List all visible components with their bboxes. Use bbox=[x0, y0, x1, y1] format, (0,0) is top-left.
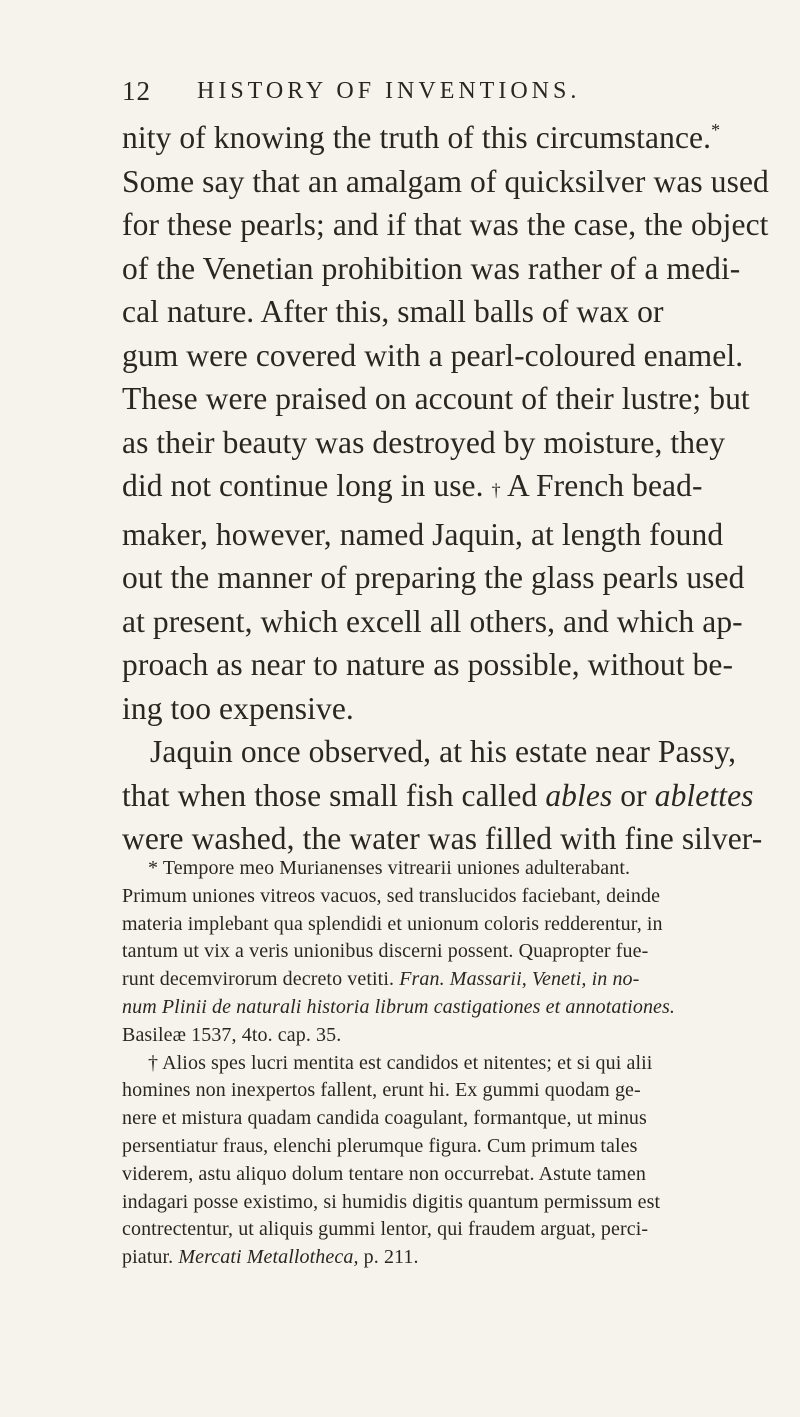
footnote-line: viderem, astu aliquo dolum tentare non occurrebat. Astute tamen bbox=[122, 1162, 646, 1185]
footnote-mark: * bbox=[148, 857, 159, 879]
page-header bbox=[122, 76, 742, 110]
text-line: did not continue long in use. † A French bead- bbox=[122, 468, 703, 503]
text-line: Some say that an amalgam of quicksilver was used bbox=[122, 163, 769, 199]
footnote-line: Primum uniones vitreos vacuos, sed translucidos faciebant, deinde bbox=[122, 884, 661, 907]
citation: Fran. Massarii, Veneti, in no- bbox=[399, 968, 640, 991]
text-line: ing too expensive. bbox=[122, 690, 354, 726]
text-line: for these pearls; and if that was the case, the object bbox=[122, 207, 769, 242]
footnote-line: homines non inexpertos fallent, erunt hi. Ex gummi quodam ge- bbox=[122, 1079, 641, 1102]
text-line: proach as near to nature as possible, without be- bbox=[122, 647, 734, 682]
citation: num Plinii de naturali historia librum castigationes et annotationes. bbox=[122, 995, 676, 1018]
running-head: HISTORY OF INVENTIONS. bbox=[197, 78, 581, 104]
footnote-mark-star: * bbox=[711, 120, 721, 140]
footnote-line bbox=[122, 994, 742, 1022]
text-line: that when those small fish called ables or ablettes bbox=[122, 777, 754, 813]
text-line: out the manner of preparing the glass pearls used bbox=[122, 560, 745, 595]
text-line: These were praised on account of their lustre; but bbox=[122, 381, 750, 416]
footnote-line: † Alios spes lucri mentita est candidos et nitentes; et si qui alii bbox=[148, 1051, 653, 1074]
footnote-mark: † bbox=[148, 1051, 159, 1074]
footnote-line: runt decemvirorum decreto vetiti. Fran. Massarii, Veneti, in no- bbox=[122, 968, 640, 991]
footnote-line: materia implebant qua splendidi et unionum coloris redderentur, in bbox=[122, 912, 663, 935]
main-text bbox=[122, 116, 769, 861]
text-line: nity of knowing the truth of this circumstance.* bbox=[122, 120, 721, 155]
footnote-line: piatur. Mercati Metallotheca, p. 211. bbox=[122, 1246, 419, 1269]
footnote-mark-dagger: † bbox=[491, 480, 501, 500]
text-line: of the Venetian prohibition was rather of a medi- bbox=[122, 250, 741, 286]
text-line: were washed, the water was filled with fine silver- bbox=[122, 821, 763, 856]
footnote-line: contrectentur, ut aliquis gummi lentor, qui fraudem arguat, perci- bbox=[122, 1218, 649, 1241]
text-line: at present, which excell all others, and which ap- bbox=[122, 603, 743, 639]
footnote-line: indagari posse existimo, si humidis digitis quantum permissum est bbox=[122, 1190, 661, 1213]
footnote-line: persentiatur fraus, elenchi plerumque figura. Cum primum tales bbox=[122, 1134, 638, 1157]
text-line: as their beauty was destroyed by moisture, they bbox=[122, 424, 726, 460]
text-line: cal nature. After this, small balls of wax or bbox=[122, 294, 664, 329]
citation: Mercati Metallotheca, bbox=[178, 1246, 359, 1269]
italic-term: ables bbox=[545, 777, 613, 813]
footnote-line: tantum ut vix a veris unionibus discerni possent. Quapropter fue- bbox=[122, 940, 649, 963]
italic-term: ablettes bbox=[654, 777, 754, 813]
footnotes bbox=[122, 855, 742, 1272]
text-line: gum were covered with a pearl-coloured enamel. bbox=[122, 337, 744, 373]
text-line: Jaquin once observed, at his estate near Passy, bbox=[150, 734, 737, 769]
footnote-line: * Tempore meo Murianenses vitrearii uniones adulterabant. bbox=[148, 857, 631, 879]
footnote-line: nere et mistura quadam candida coagulant, formantque, ut minus bbox=[122, 1107, 647, 1130]
text-line: maker, however, named Jaquin, at length found bbox=[122, 516, 724, 552]
page-number: 12 bbox=[122, 76, 151, 106]
footnote-line: Basileæ 1537, 4to. cap. 35. bbox=[122, 1023, 342, 1046]
